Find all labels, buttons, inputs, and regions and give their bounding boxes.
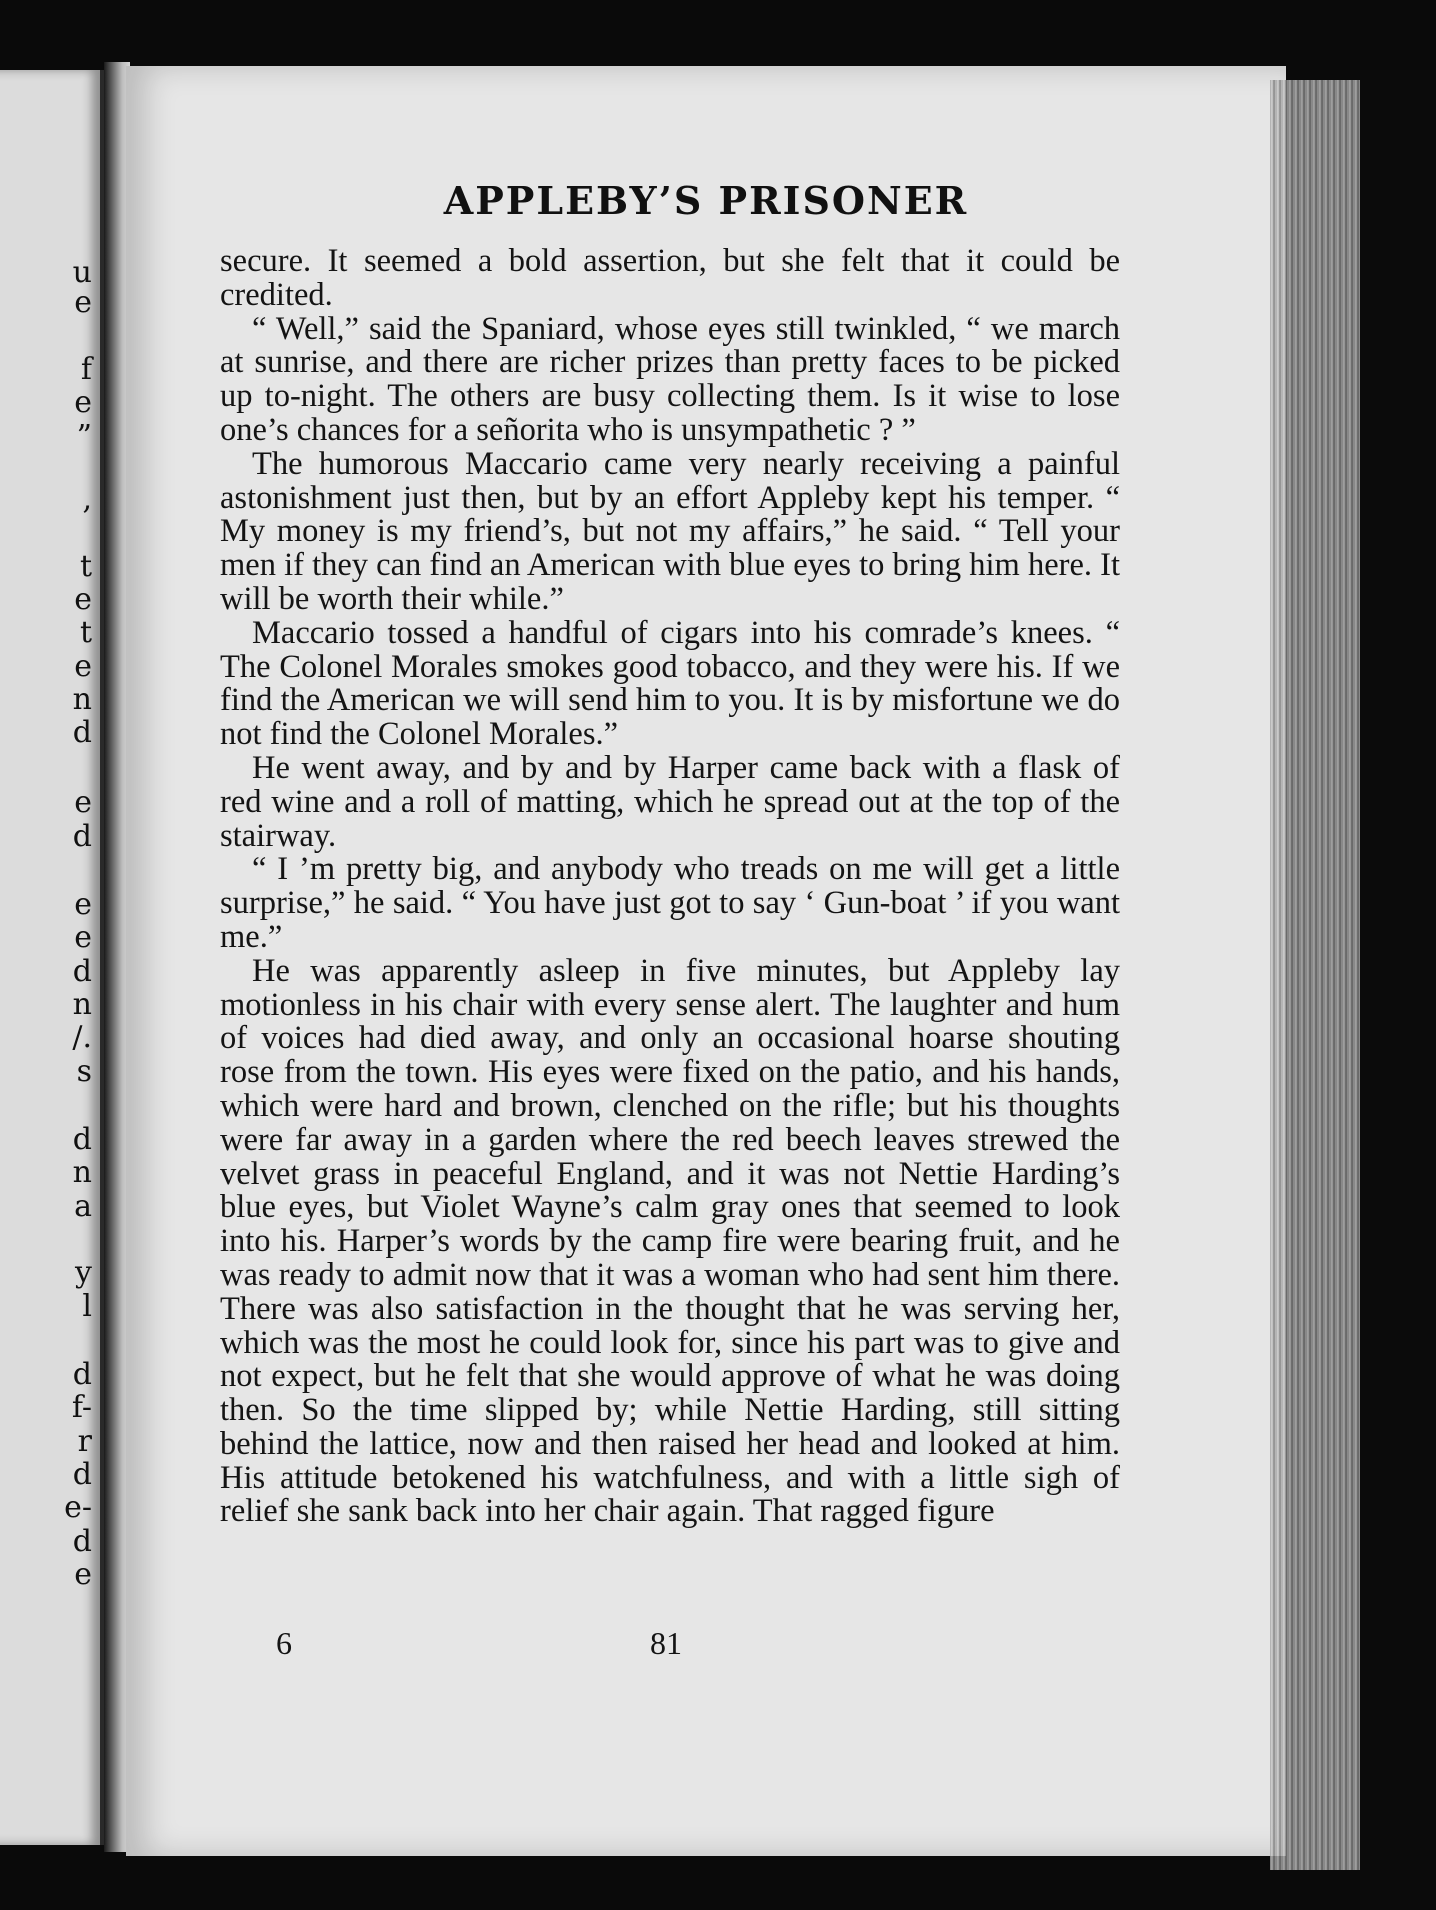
left-page-fragment: f bbox=[80, 352, 92, 387]
left-page-fragment: u bbox=[72, 255, 92, 290]
left-page-fragment: e bbox=[74, 1557, 92, 1592]
left-page-fragment: d bbox=[72, 954, 92, 989]
left-page-fragment: d bbox=[72, 1357, 92, 1392]
left-page-fragment: ” bbox=[76, 419, 92, 454]
page-number: 81 bbox=[650, 1625, 682, 1661]
left-page-fragments bbox=[0, 70, 100, 1845]
body-text bbox=[220, 245, 1120, 1529]
left-page-fragment: r bbox=[77, 1424, 92, 1459]
left-page-fragment: e bbox=[74, 887, 92, 922]
left-page-fragment: d bbox=[72, 819, 92, 854]
left-facing-page bbox=[0, 70, 106, 1845]
page-edges bbox=[1270, 80, 1370, 1870]
left-page-fragment: e bbox=[74, 582, 92, 617]
left-page-fragment: d bbox=[72, 1457, 92, 1492]
left-page-fragment: d bbox=[72, 1122, 92, 1157]
left-page-fragment: e bbox=[74, 649, 92, 684]
left-page-fragment: f- bbox=[71, 1390, 92, 1425]
left-page-fragment: , bbox=[82, 482, 92, 517]
paragraph: “ I ’m pretty big, and anybody who treads on me will get a little surprise,” he said. “ You have just got to say ‘ Gun-boat ’ if you want me.” bbox=[220, 851, 1120, 955]
left-page-fragment: e bbox=[74, 385, 92, 420]
background-shadow bbox=[1360, 70, 1436, 1910]
left-page-fragment: e bbox=[74, 285, 92, 320]
left-page-fragment: d bbox=[72, 1524, 92, 1559]
left-page-fragment: d bbox=[72, 715, 92, 750]
paragraph: He was apparently asleep in five minutes, but Appleby lay motionless in his chair with every sense alert. The laughter and hum of voices had died away, and only an occasional hoarse shouting rose from the town. His eyes were fixed on the patio, and his hands, which were hard and brown, clenched on the rifle; but his thoughts were far away in a garden where the red beech leaves strewed the velvet grass in peaceful England, and it was not Nettie Harding’s blue eyes, but Violet Wayne’s calm gray ones that seemed to look into his. Harper’s words by the camp fire were bearing fruit, and he was ready to admit now that it was a woman who had sent him there. There was also satisfaction in the thought that he was serving her, which was the most he could look for, since his part was to give and not expect, but he felt that she would approve of what he was doing then. So the time slipped by; while Nettie Harding, still sitting behind the lattice, now and then raised her head and looked at him. His attitude betokened his watchfulness, and with a little sigh of relief she sank back into her chair again. That ragged figure bbox=[220, 952, 1120, 1530]
left-page-fragment: e bbox=[74, 785, 92, 820]
left-page-fragment: s bbox=[76, 1054, 92, 1089]
paragraph: secure. It seemed a bold assertion, but she felt that it could be credited. bbox=[220, 243, 1120, 313]
left-page-fragment: n bbox=[72, 1155, 92, 1190]
left-page-fragment: a bbox=[74, 1189, 92, 1224]
left-page-fragment: e- bbox=[64, 1490, 92, 1525]
left-page-fragment: n bbox=[72, 987, 92, 1022]
paragraph: The humorous Maccario came very nearly receiving a painful astonishment just then, but by an effort Appleby kept his temper. “ My money is my friend’s, but not my affairs,” he said. “ Tell your men if they can find an American with blue eyes to bring him here. It will be worth their while.” bbox=[220, 445, 1120, 617]
left-page-fragment: y bbox=[75, 1255, 92, 1290]
signature-mark: 6 bbox=[276, 1625, 292, 1661]
running-head: APPLEBY’S PRISONER bbox=[443, 178, 969, 223]
left-page-fragment: n bbox=[72, 682, 92, 717]
left-page-fragment: t bbox=[79, 549, 92, 584]
paragraph: “ Well,” said the Spaniard, whose eyes still twinkled, “ we march at sunrise, and there are richer prizes than pretty faces to be picked up to-night. The others are busy collecting them. Is it wise to lose one’s chances for a señorita who is unsympathetic ? ” bbox=[220, 310, 1120, 448]
paragraph: He went away, and by and by Harper came back with a flask of red wine and a roll of matting, which he spread out at the top of the stairway. bbox=[220, 749, 1120, 854]
left-page-fragment: l bbox=[82, 1289, 92, 1324]
left-page-fragment: /. bbox=[72, 1020, 92, 1055]
left-page-fragment: t bbox=[79, 615, 92, 650]
paragraph: Maccario tossed a handful of cigars into his comrade’s knees. “ The Colonel Morales smokes good tobacco, and they were his. If we find the American we will send him to you. It is by misfortune we do not find the Colonel Morales.” bbox=[220, 614, 1120, 753]
left-page-fragment: e bbox=[74, 920, 92, 955]
